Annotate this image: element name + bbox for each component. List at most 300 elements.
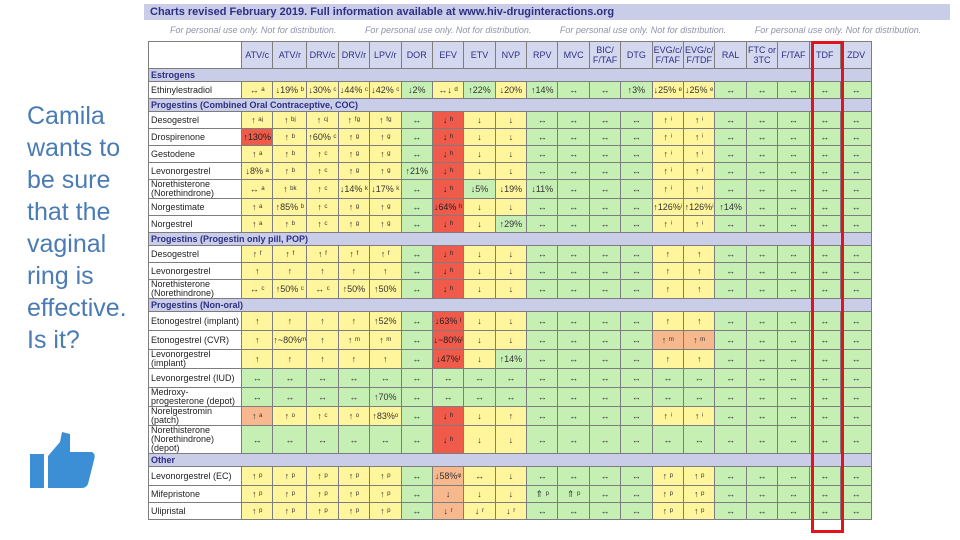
- interaction-cell: ↑ ᵖ: [652, 486, 683, 503]
- table-row: [149, 263, 872, 280]
- interaction-cell: ↔: [621, 199, 652, 216]
- table-row: [149, 350, 872, 369]
- interaction-cell: ↔: [809, 280, 840, 299]
- interaction-cell: ↔: [589, 163, 620, 180]
- interaction-cell: ↔: [746, 199, 777, 216]
- interaction-cell: ↑ ᵐ: [338, 331, 369, 350]
- interaction-cell: ↔: [809, 129, 840, 146]
- interaction-cell: ↔: [558, 331, 589, 350]
- interaction-cell: ↔: [495, 388, 526, 407]
- interaction-cell: ↔: [746, 486, 777, 503]
- interaction-cell: ↔: [652, 369, 683, 388]
- drug-name: Mifepristone: [149, 486, 242, 503]
- interaction-cell: ↑ ᵍ: [370, 216, 401, 233]
- interaction-table: [148, 41, 872, 520]
- interaction-cell: ↑126%ⁱ: [652, 199, 683, 216]
- column-header: ATV/r: [273, 42, 307, 69]
- interaction-cell: ↓47%ˡ: [432, 350, 463, 369]
- interaction-cell: ↑ ᶜ: [307, 216, 338, 233]
- drug-name: Levonorgestrel (IUD): [149, 369, 242, 388]
- interaction-cell: ↔: [401, 112, 432, 129]
- interaction-cell: ↔: [621, 280, 652, 299]
- interaction-cell: ↑ ᵖ: [307, 503, 338, 520]
- interaction-cell: ↔: [715, 486, 746, 503]
- interaction-cell: ↔: [840, 180, 871, 199]
- interaction-cell: ↑ ᶜ: [307, 146, 338, 163]
- interaction-cell: ↔: [715, 388, 746, 407]
- interaction-cell: ↔ ᶜ: [242, 280, 273, 299]
- interaction-cell: ↔: [715, 407, 746, 426]
- column-header: EFV: [432, 42, 463, 69]
- disclaimer-text: For personal use only. Not for distribution.: [559, 25, 727, 35]
- interaction-cell: ↔: [589, 216, 620, 233]
- interaction-cell: ↑ ᵃ: [242, 407, 273, 426]
- interaction-cell: ↔: [401, 388, 432, 407]
- interaction-cell: ↔: [840, 426, 871, 454]
- interaction-cell: ↔: [715, 263, 746, 280]
- drug-name: Desogestrel: [149, 246, 242, 263]
- interaction-cell: ↔: [621, 129, 652, 146]
- interaction-cell: ↑ ᵍ: [338, 129, 369, 146]
- column-header: BIC/ F/TAF: [589, 42, 620, 69]
- interaction-cell: ↔: [307, 388, 338, 407]
- interaction-cell: ↔: [589, 146, 620, 163]
- column-header: FTC or 3TC: [746, 42, 777, 69]
- drug-name: Gestodene: [149, 146, 242, 163]
- interaction-cell: ↔: [338, 369, 369, 388]
- interaction-cell: ↑: [242, 350, 273, 369]
- interaction-cell: ↓17% ᵏ: [370, 180, 401, 199]
- table-row: [149, 388, 872, 407]
- interaction-cell: ↔: [589, 312, 620, 331]
- interaction-cell: ↑ ⁱ: [652, 129, 683, 146]
- column-header: ZDV: [840, 42, 871, 69]
- interaction-cell: ↔: [558, 350, 589, 369]
- drug-name: Etonogestrel (CVR): [149, 331, 242, 350]
- interaction-cell: ↔: [809, 246, 840, 263]
- interaction-cell: ↑ ᵍ: [370, 146, 401, 163]
- section-row: [149, 69, 872, 82]
- interaction-cell: ↓ ʳ: [464, 503, 495, 520]
- interaction-cell: ↔: [652, 388, 683, 407]
- interaction-cell: ↓: [495, 280, 526, 299]
- interaction-cell: ↔: [746, 112, 777, 129]
- interaction-cell: ↑ ⁱ: [684, 112, 715, 129]
- interaction-cell: ↔: [527, 369, 558, 388]
- table-row: [149, 331, 872, 350]
- interaction-cell: ↔: [840, 163, 871, 180]
- interaction-cell: ↔: [527, 350, 558, 369]
- interaction-cell: ↑14%: [715, 199, 746, 216]
- interaction-cell: ↔: [840, 112, 871, 129]
- interaction-cell: ↔: [589, 263, 620, 280]
- interaction-cell: ↓: [495, 486, 526, 503]
- drug-name: Norethisterone (Norethindrone): [149, 280, 242, 299]
- interaction-cell: ↑ ᵖ: [370, 503, 401, 520]
- interaction-cell: ↑ ᵖ: [338, 503, 369, 520]
- interaction-cell: ↔: [589, 467, 620, 486]
- interaction-cell: ↑ ⁱ: [684, 146, 715, 163]
- interaction-cell: ↔: [715, 369, 746, 388]
- interaction-cell: ↑ ᵒ: [273, 407, 307, 426]
- interaction-cell: ↔: [558, 263, 589, 280]
- interaction-cell: ↔: [527, 199, 558, 216]
- interaction-cell: ↔: [527, 163, 558, 180]
- interaction-cell: ↓8% ᵃ: [242, 163, 273, 180]
- interaction-cell: ↔: [715, 129, 746, 146]
- drug-name: Medroxy-progesterone (depot): [149, 388, 242, 407]
- interaction-cell: ↑70%: [370, 388, 401, 407]
- interaction-cell: ↔: [746, 146, 777, 163]
- interaction-cell: ↔: [589, 407, 620, 426]
- interaction-cell: ↔: [809, 388, 840, 407]
- interaction-cell: ↓: [464, 312, 495, 331]
- interaction-cell: ↑: [242, 263, 273, 280]
- interaction-cell: ↑ ⁱ: [684, 129, 715, 146]
- interaction-cell: ↔: [401, 280, 432, 299]
- interaction-cell: ↔: [809, 199, 840, 216]
- interaction-cell: ↓ ʰ: [432, 407, 463, 426]
- interaction-cell: ↔: [778, 388, 809, 407]
- interaction-cell: ↔: [558, 180, 589, 199]
- interaction-cell: ↑ ᵖ: [307, 486, 338, 503]
- interaction-cell: ↔: [401, 199, 432, 216]
- disclaimer-text: For personal use only. Not for distribution.: [170, 25, 337, 35]
- interaction-cell: ↔: [495, 369, 526, 388]
- interaction-cell: ↔: [589, 388, 620, 407]
- interaction-cell: ↑ ᶠ: [307, 246, 338, 263]
- interaction-cell: ↔: [809, 180, 840, 199]
- interaction-cell: ↔: [778, 112, 809, 129]
- header-corner: [149, 42, 242, 69]
- interaction-cell: ↑ ⁱ: [684, 407, 715, 426]
- interaction-cell: ↔: [621, 312, 652, 331]
- interaction-cell: ↑: [684, 350, 715, 369]
- interaction-cell: ↓ ʰ: [432, 263, 463, 280]
- interaction-cell: ↔: [558, 112, 589, 129]
- table-row: [149, 486, 872, 503]
- interaction-cell: ↔: [809, 331, 840, 350]
- interaction-cell: ↑ ᵒ: [338, 407, 369, 426]
- column-header: DRV/c: [307, 42, 338, 69]
- interaction-cell: ↑ ᵖ: [652, 503, 683, 520]
- interaction-cell: ↑ ᵇ: [273, 129, 307, 146]
- interaction-cell: ↔: [589, 350, 620, 369]
- interaction-cell: ↔: [715, 280, 746, 299]
- interaction-cell: ↔: [589, 199, 620, 216]
- interaction-cell: ↑: [307, 263, 338, 280]
- interaction-cell: ↑: [652, 350, 683, 369]
- interaction-cell: ↔: [273, 426, 307, 454]
- interaction-cell: ↓ ʰ: [432, 129, 463, 146]
- interaction-cell: ↔: [558, 146, 589, 163]
- interaction-cell: ↔: [746, 388, 777, 407]
- interaction-cell: ↔: [778, 180, 809, 199]
- interaction-cell: ↔: [778, 82, 809, 99]
- interaction-cell: ↔: [589, 486, 620, 503]
- interaction-cell: ↔: [746, 467, 777, 486]
- interaction-cell: ↑ ᵖ: [338, 467, 369, 486]
- interaction-cell: ↔: [778, 369, 809, 388]
- interaction-cell: ↔: [746, 263, 777, 280]
- interaction-cell: ↔: [809, 216, 840, 233]
- interaction-cell: ↑ ⁱ: [652, 180, 683, 199]
- interaction-cell: ↔: [558, 163, 589, 180]
- interaction-cell: ↔: [840, 350, 871, 369]
- interaction-cell: ↔: [558, 82, 589, 99]
- disclaimer-text: For personal use only. Not for distribution.: [364, 25, 532, 35]
- table-row: [149, 280, 872, 299]
- interaction-cell: ⇑ ᵖ: [558, 486, 589, 503]
- interaction-cell: ↔: [273, 388, 307, 407]
- chart-banner: Charts revised February 2019. Full information available at www.hiv-druginteractions.org: [144, 4, 950, 20]
- interaction-cell: ↔: [558, 426, 589, 454]
- interaction-cell: ↔: [809, 163, 840, 180]
- interaction-cell: ↑ ᵇ: [273, 146, 307, 163]
- interaction-cell: ↔: [840, 407, 871, 426]
- interaction-cell: ↔: [558, 388, 589, 407]
- interaction-cell: ↔: [464, 467, 495, 486]
- interaction-cell: ↓ ʰ: [432, 426, 463, 454]
- interaction-cell: ↔: [840, 129, 871, 146]
- interaction-cell: ↔: [589, 426, 620, 454]
- interaction-cell: ↑ ᵖ: [242, 467, 273, 486]
- interaction-cell: ↔: [715, 331, 746, 350]
- interaction-cell: ↔: [370, 369, 401, 388]
- interaction-cell: ↑: [652, 280, 683, 299]
- interaction-cell: ⇑ ᵖ: [527, 486, 558, 503]
- interaction-cell: ↓20%: [495, 82, 526, 99]
- interaction-cell: ↑14%: [495, 350, 526, 369]
- interaction-cell: ↔: [746, 280, 777, 299]
- interaction-cell: ↔: [589, 180, 620, 199]
- interaction-cell: ↑60% ᶜ: [307, 129, 338, 146]
- interaction-cell: ↔: [778, 312, 809, 331]
- interaction-cell: ↔: [715, 216, 746, 233]
- interaction-cell: ↔: [684, 369, 715, 388]
- interaction-cell: ↓ ʰ: [432, 280, 463, 299]
- interaction-cell: ↓ ʰ: [432, 180, 463, 199]
- interaction-cell: ↔: [558, 246, 589, 263]
- interaction-cell: ↔: [621, 216, 652, 233]
- interaction-cell: ↑ ⁱ: [684, 180, 715, 199]
- interaction-cell: ↔: [527, 146, 558, 163]
- interaction-cell: ↑: [495, 407, 526, 426]
- interaction-cell: ↔: [778, 129, 809, 146]
- interaction-cell: ↔: [432, 388, 463, 407]
- interaction-cell: ↓: [464, 163, 495, 180]
- interaction-cell: ↑22%: [464, 82, 495, 99]
- table-row: [149, 426, 872, 454]
- interaction-cell: ↔: [778, 407, 809, 426]
- interaction-cell: ↓ ʰ: [432, 146, 463, 163]
- drug-name: Norgestimate: [149, 199, 242, 216]
- interaction-cell: ↔: [589, 369, 620, 388]
- interaction-cell: ↔: [840, 82, 871, 99]
- interaction-cell: ↑ ᵍ: [338, 163, 369, 180]
- interaction-cell: ↔: [621, 503, 652, 520]
- interaction-cell: ↔: [778, 486, 809, 503]
- interaction-cell: ↔: [840, 246, 871, 263]
- interaction-cell: ↑ ᶜ: [307, 163, 338, 180]
- interaction-cell: ↓: [464, 112, 495, 129]
- interaction-cell: ↑: [338, 263, 369, 280]
- table-row: [149, 467, 872, 486]
- interaction-cell: ↔: [840, 331, 871, 350]
- interaction-cell: ↔: [527, 129, 558, 146]
- interaction-cell: ↔: [621, 350, 652, 369]
- interaction-cell: ↔↓ ᵈ: [432, 82, 463, 99]
- interaction-cell: ↓: [495, 199, 526, 216]
- interaction-cell: ↑ ᵇᵏ: [273, 180, 307, 199]
- interaction-cell: ↑: [307, 331, 338, 350]
- interaction-cell: ↔: [338, 388, 369, 407]
- interaction-cell: ↔: [809, 263, 840, 280]
- interaction-cell: ↑: [338, 312, 369, 331]
- interaction-cell: ↓: [464, 331, 495, 350]
- interaction-cell: ↔: [527, 246, 558, 263]
- interaction-cell: ↓: [495, 263, 526, 280]
- interaction-cell: ↔: [746, 216, 777, 233]
- drug-name: Levonorgestrel (EC): [149, 467, 242, 486]
- disclaimer-text: For personal use only. Not for distribution.: [754, 25, 922, 35]
- interaction-cell: ↑ ᵐ: [684, 331, 715, 350]
- interaction-cell: ↔: [401, 486, 432, 503]
- interaction-cell: ↑ ᵖ: [370, 486, 401, 503]
- interaction-cell: ↔: [715, 112, 746, 129]
- interaction-cell: ↔: [840, 146, 871, 163]
- interaction-cell: ↔: [840, 467, 871, 486]
- interaction-cell: ↓ ʳ: [432, 503, 463, 520]
- interaction-cell: ↓: [495, 331, 526, 350]
- interaction-cell: ↑ ᵖ: [273, 503, 307, 520]
- interaction-cell: ↑ ᵍ: [338, 216, 369, 233]
- interaction-cell: ↓: [495, 246, 526, 263]
- interaction-cell: ↔: [778, 350, 809, 369]
- drug-name: Etonogestrel (implant): [149, 312, 242, 331]
- table-row: [149, 146, 872, 163]
- interaction-cell: ↔: [746, 426, 777, 454]
- interaction-cell: ↔: [809, 146, 840, 163]
- interaction-cell: ↔: [401, 263, 432, 280]
- interaction-cell: ↔: [809, 350, 840, 369]
- interaction-cell: ↑ ᵐ: [370, 331, 401, 350]
- interaction-cell: ↔: [809, 112, 840, 129]
- interaction-cell: ↔: [589, 112, 620, 129]
- interaction-cell: ↔: [621, 180, 652, 199]
- interaction-cell: ↔: [746, 129, 777, 146]
- interaction-cell: ↔: [401, 180, 432, 199]
- interaction-cell: ↔: [715, 503, 746, 520]
- interaction-cell: ↑: [652, 263, 683, 280]
- interaction-cell: ↔: [746, 82, 777, 99]
- interaction-cell: ↑: [273, 350, 307, 369]
- interaction-cell: ↑21%: [401, 163, 432, 180]
- interaction-cell: ↓19% ᵇ: [273, 82, 307, 99]
- interaction-cell: ↑: [242, 312, 273, 331]
- drug-name: Levonorgestrel (implant): [149, 350, 242, 369]
- interaction-cell: ↑ ᶠᵍ: [338, 112, 369, 129]
- disclaimer-row: [144, 25, 950, 39]
- interaction-cell: ↑ ᵖ: [307, 467, 338, 486]
- interaction-cell: ↑: [684, 246, 715, 263]
- interaction-cell: ↑ ᵖ: [242, 486, 273, 503]
- interaction-cell: ↔: [778, 263, 809, 280]
- interaction-cell: ↔: [746, 312, 777, 331]
- interaction-cell: ↔: [621, 246, 652, 263]
- interaction-cell: ↔: [809, 369, 840, 388]
- interaction-cell: ↓64% ʰ: [432, 199, 463, 216]
- interaction-cell: ↔: [809, 467, 840, 486]
- interaction-cell: ↓2%: [401, 82, 432, 99]
- column-header: LPV/r: [370, 42, 401, 69]
- interaction-cell: ↑83%ᵒ: [370, 407, 401, 426]
- interaction-cell: ↓: [495, 112, 526, 129]
- interaction-cell: ↔: [401, 246, 432, 263]
- interaction-cell: ↓ ʳ: [495, 503, 526, 520]
- interaction-cell: ↔: [778, 246, 809, 263]
- interaction-cell: ↔: [840, 199, 871, 216]
- section-row: [149, 99, 872, 112]
- interaction-cell: ↔: [778, 146, 809, 163]
- interaction-cell: ↓30% ᶜ: [307, 82, 338, 99]
- section-title: Estrogens: [149, 69, 872, 82]
- interaction-cell: ↑50%: [370, 280, 401, 299]
- drug-name: Norethisterone (Norethindrone): [149, 180, 242, 199]
- interaction-cell: ↓: [464, 146, 495, 163]
- column-header: RPV: [527, 42, 558, 69]
- interaction-cell: ↑ ᶠᵍ: [370, 112, 401, 129]
- interaction-cell: ↔: [621, 467, 652, 486]
- interaction-cell: ↔: [621, 426, 652, 454]
- interaction-cell: ↓25% ᵉ: [652, 82, 683, 99]
- interaction-cell: ↔: [746, 331, 777, 350]
- interaction-cell: ↑ ᵇ: [273, 216, 307, 233]
- table-row: [149, 163, 872, 180]
- interaction-cell: ↑ ᵖ: [370, 467, 401, 486]
- interaction-cell: ↔: [809, 426, 840, 454]
- interaction-cell: ↔: [809, 82, 840, 99]
- interaction-cell: ↔: [778, 163, 809, 180]
- interaction-cell: ↔: [401, 350, 432, 369]
- interaction-cell: ↔: [840, 503, 871, 520]
- interaction-cell: ↔: [840, 388, 871, 407]
- interaction-cell: ↑: [684, 280, 715, 299]
- interaction-cell: ↔: [558, 407, 589, 426]
- interaction-cell: ↔: [746, 246, 777, 263]
- column-header: F/TAF: [778, 42, 809, 69]
- section-title: Progestins (Non-oral): [149, 299, 872, 312]
- column-header: MVC: [558, 42, 589, 69]
- interaction-cell: ↔: [527, 112, 558, 129]
- table-row: [149, 82, 872, 99]
- interaction-cell: ↓42% ᶜ: [370, 82, 401, 99]
- interaction-cell: ↓: [495, 146, 526, 163]
- interaction-cell: ↔: [401, 129, 432, 146]
- interaction-cell: ↑ ᵇʲ: [273, 112, 307, 129]
- interaction-cell: ↔: [621, 331, 652, 350]
- interaction-cell: ↔: [527, 280, 558, 299]
- interaction-cell: ↔: [401, 407, 432, 426]
- interaction-cell: ↔: [778, 199, 809, 216]
- interaction-cell: ↔: [840, 369, 871, 388]
- interaction-cell: ↔: [527, 503, 558, 520]
- interaction-cell: ↓ ʰ: [432, 163, 463, 180]
- interaction-cell: ↔: [715, 350, 746, 369]
- interaction-cell: ↓44% ᶜ: [338, 82, 369, 99]
- interaction-cell: ↑ ⁱ: [652, 112, 683, 129]
- interaction-cell: ↔: [746, 407, 777, 426]
